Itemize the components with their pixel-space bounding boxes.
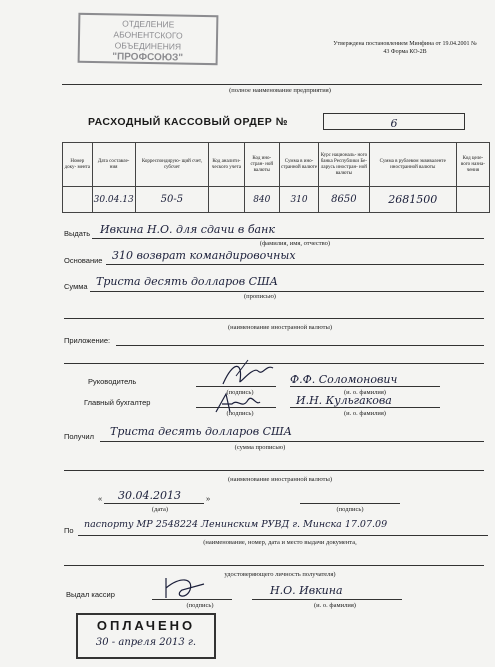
director-label: Руководитель <box>88 377 137 386</box>
amount-label: Сумма <box>64 282 88 291</box>
order-number: 6 <box>390 117 398 130</box>
name-caption-3: (и. о. фамилия) <box>314 602 356 609</box>
table-cell <box>456 187 489 213</box>
table-cell <box>63 187 93 213</box>
header-cell: Дата составле- ния <box>92 143 135 187</box>
paid-stamp <box>76 613 216 659</box>
date-value: 30.04.2013 <box>118 489 181 502</box>
date-quote-close: » <box>206 494 211 503</box>
signature-caption: (подпись) <box>226 389 254 396</box>
stamp-line: "ПРОФСОЮЗ" <box>112 51 184 64</box>
currency-caption: (наименование иностранной валюты) <box>228 324 332 331</box>
table-cell: 840 <box>244 187 279 213</box>
signature-caption-3: (подпись) <box>336 506 364 513</box>
table-cell: 2681500 <box>369 187 456 213</box>
director-signature <box>218 356 278 390</box>
paid-stamp-date: 30 - апреля 2013 г. <box>95 637 197 648</box>
stamp-line: ОТДЕЛЕНИЕ <box>122 18 175 30</box>
cashier-name-line <box>252 599 402 600</box>
received-line <box>100 441 484 442</box>
attachment-label: Приложение: <box>64 336 111 345</box>
basis-value: 310 возврат командировочных <box>112 249 296 262</box>
document-line-2 <box>64 565 484 566</box>
amount-line <box>90 291 484 292</box>
recipient-signature-line <box>300 503 400 504</box>
document-caption: (наименование, номер, дата и место выдачи документа, <box>203 539 357 546</box>
stamp-line: ОБЪЕДИНЕНИЯ <box>114 40 182 52</box>
stamp-line: АБОНЕНТСКОГО <box>113 29 183 41</box>
table-cell <box>209 187 244 213</box>
basis-label: Основание <box>64 256 103 265</box>
in-words-caption: (прописью) <box>244 293 276 300</box>
document-value: паспорту МР 2548224 Ленинским РУВД г. Минска 17.07.09 <box>84 519 388 530</box>
cashier-signature <box>160 574 210 602</box>
received-label: Получил <box>64 432 94 441</box>
document-line <box>78 535 488 536</box>
cash-table <box>62 142 490 213</box>
received-value: Триста десять долларов США <box>110 425 292 438</box>
accountant-name: И.Н. Кульгакова <box>296 394 392 407</box>
header-cell: Код аналити- ческого учета <box>209 143 244 187</box>
accountant-name-line <box>290 407 440 408</box>
table-cell: 30.04.13 <box>92 187 135 213</box>
header-cell: Номер доку- мента <box>63 143 93 187</box>
received-line-2 <box>64 470 484 471</box>
header-cell: Код целе- вого назна- чения <box>456 143 489 187</box>
attachment-line <box>116 345 484 346</box>
document-label: По <box>64 526 74 535</box>
issue-line <box>92 238 484 239</box>
paid-stamp-word: ОПЛАЧЕНО <box>96 618 196 633</box>
amount-value: Триста десять долларов США <box>96 275 278 288</box>
header-cell: Корреспондирую- щий счет, субсчет <box>135 143 208 187</box>
director-name-line <box>290 386 440 387</box>
chief-accountant-label: Главный бухгалтер <box>84 398 151 407</box>
order-number-box <box>323 113 465 130</box>
approval-note: Утверждена постановлением Минфина от 19.04.2001 № 43 Форма КО-2В <box>333 41 477 55</box>
date-quote-open: « <box>98 494 103 503</box>
issue-label: Выдать <box>64 229 91 238</box>
signature-caption-4: (подпись) <box>186 602 214 609</box>
date-line <box>104 503 204 504</box>
organization-stamp <box>78 13 219 65</box>
header-cell: Код ино- стран- ной валюты <box>244 143 279 187</box>
date-caption: (дата) <box>151 506 169 513</box>
table-cell: 310 <box>279 187 318 213</box>
basis-line <box>106 264 484 265</box>
organization-line <box>62 84 482 85</box>
cashier-name: Н.О. Ивкина <box>270 584 343 597</box>
issue-value: Ивкина Н.О. для сдачи в банк <box>100 223 275 236</box>
fio-caption: (фамилия, имя, отчество) <box>259 240 331 247</box>
document-title: РАСХОДНЫЙ КАССОВЫЙ ОРДЕР № <box>88 116 288 128</box>
cashier-label: Выдал кассир <box>66 590 115 599</box>
director-name: Ф.Ф. Соломонович <box>290 373 398 386</box>
organization-caption: (полное наименование предприятия) <box>229 87 331 94</box>
amount-line-2 <box>64 318 484 319</box>
currency-caption-2: (наименование иностранной валюты) <box>228 476 332 483</box>
amount-in-words-caption: (сумма прописью) <box>234 444 286 451</box>
signature-caption-2: (подпись) <box>226 410 254 417</box>
header-cell: Сумма в ино- странной валюте <box>279 143 318 187</box>
identity-caption: удостоверяющего личность получателя) <box>224 571 336 578</box>
name-caption: (и. о. фамилия) <box>344 389 386 396</box>
header-cell: Курс националь- ного банка Республики Бе- ларусь иностран- ной валюты <box>319 143 370 187</box>
name-caption-2: (и. о. фамилия) <box>344 410 386 417</box>
table-cell: 8650 <box>319 187 370 213</box>
header-cell: Сумма в рублевом эквиваленте иностранной валюты <box>369 143 456 187</box>
table-cell: 50-5 <box>135 187 208 213</box>
